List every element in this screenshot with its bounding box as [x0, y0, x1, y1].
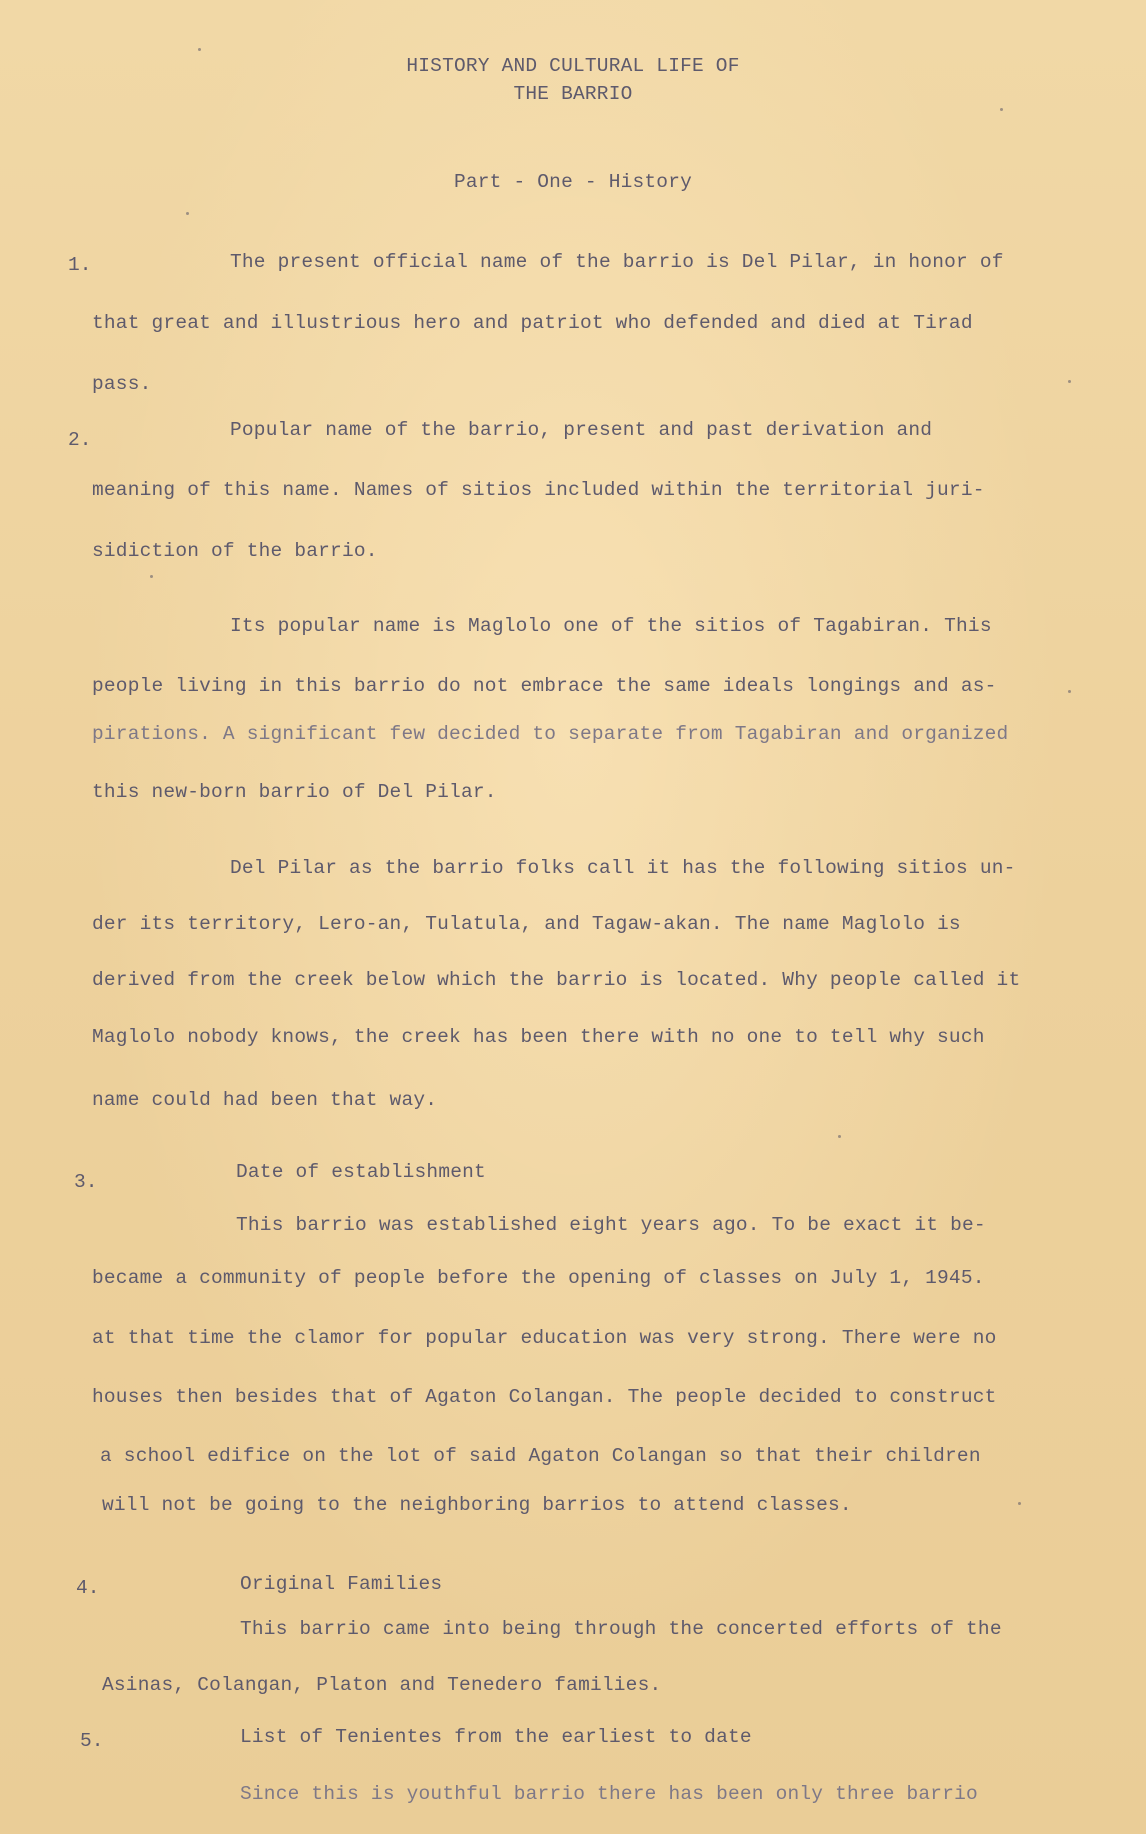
paragraph-line: name could had been that way.	[92, 1089, 438, 1111]
paragraph-line: sidiction of the barrio.	[92, 540, 378, 562]
paragraph-line: pass.	[92, 373, 152, 395]
paragraph-line: people living in this barrio do not embrace the same ideals longings and as-	[92, 675, 997, 697]
paragraph-line: houses then besides that of Agaton Colangan. The people decided to construct	[92, 1386, 997, 1408]
paragraph-line: that great and illustrious hero and patriot who defended and died at Tirad	[92, 312, 973, 334]
paper-speck	[1018, 1502, 1021, 1505]
section-heading: Original Families	[240, 1573, 443, 1595]
paper-speck	[186, 212, 189, 215]
paragraph-line: this new-born barrio of Del Pilar.	[92, 781, 497, 803]
item-number-5: 5.	[80, 1730, 104, 1752]
item-number-3: 3.	[74, 1171, 98, 1193]
paragraph-line: became a community of people before the opening of classes on July 1, 1945.	[92, 1267, 985, 1289]
paper-speck	[1000, 108, 1003, 111]
section-heading: Date of establishment	[236, 1161, 486, 1183]
paragraph-line: Asinas, Colangan, Platon and Tenedero families.	[102, 1674, 662, 1696]
section-heading: List of Tenientes from the earliest to date	[240, 1726, 752, 1748]
paragraph-line: at that time the clamor for popular education was very strong. There were no	[92, 1327, 997, 1349]
paper-speck	[1068, 690, 1071, 693]
paragraph-line: Its popular name is Maglolo one of the sitios of Tagabiran. This	[230, 615, 992, 637]
paragraph-line: a school edifice on the lot of said Agaton Colangan so that their children	[100, 1445, 981, 1467]
paragraph-line: The present official name of the barrio is Del Pilar, in honor of	[230, 251, 1004, 273]
paragraph-line: Popular name of the barrio, present and past derivation and	[230, 419, 933, 441]
paper-speck	[198, 48, 201, 51]
item-number-1: 1.	[68, 254, 92, 276]
paragraph-line: Since this is youthful barrio there has been only three barrio	[240, 1783, 978, 1805]
paragraph-line: will not be going to the neighboring barrios to attend classes.	[102, 1494, 852, 1516]
paper-speck	[838, 1135, 841, 1138]
title-line-2: THE BARRIO	[513, 83, 633, 105]
item-number-4: 4.	[76, 1577, 100, 1599]
paragraph-line: meaning of this name. Names of sitios included within the territorial juri-	[92, 479, 985, 501]
paragraph-line: der its territory, Lero-an, Tulatula, and Tagaw-akan. The name Maglolo is	[92, 913, 961, 935]
paragraph-line: Del Pilar as the barrio folks call it has the following sitios un-	[230, 857, 1016, 879]
paragraph-line: This barrio came into being through the concerted efforts of the	[240, 1618, 1002, 1640]
paragraph-line: This barrio was established eight years ago. To be exact it be-	[236, 1214, 986, 1236]
paragraph-line: Maglolo nobody knows, the creek has been there with no one to tell why such	[92, 1026, 985, 1048]
paper-speck	[150, 575, 153, 578]
paragraph-line: derived from the creek below which the barrio is located. Why people called it	[92, 969, 1021, 991]
title-line-1: HISTORY AND CULTURAL LIFE OF	[406, 55, 740, 77]
part-heading: Part - One - History	[453, 171, 693, 193]
item-number-2: 2.	[68, 429, 92, 451]
paper-speck	[1068, 380, 1071, 383]
paragraph-line: pirations. A significant few decided to separate from Tagabiran and organized	[92, 723, 1009, 745]
